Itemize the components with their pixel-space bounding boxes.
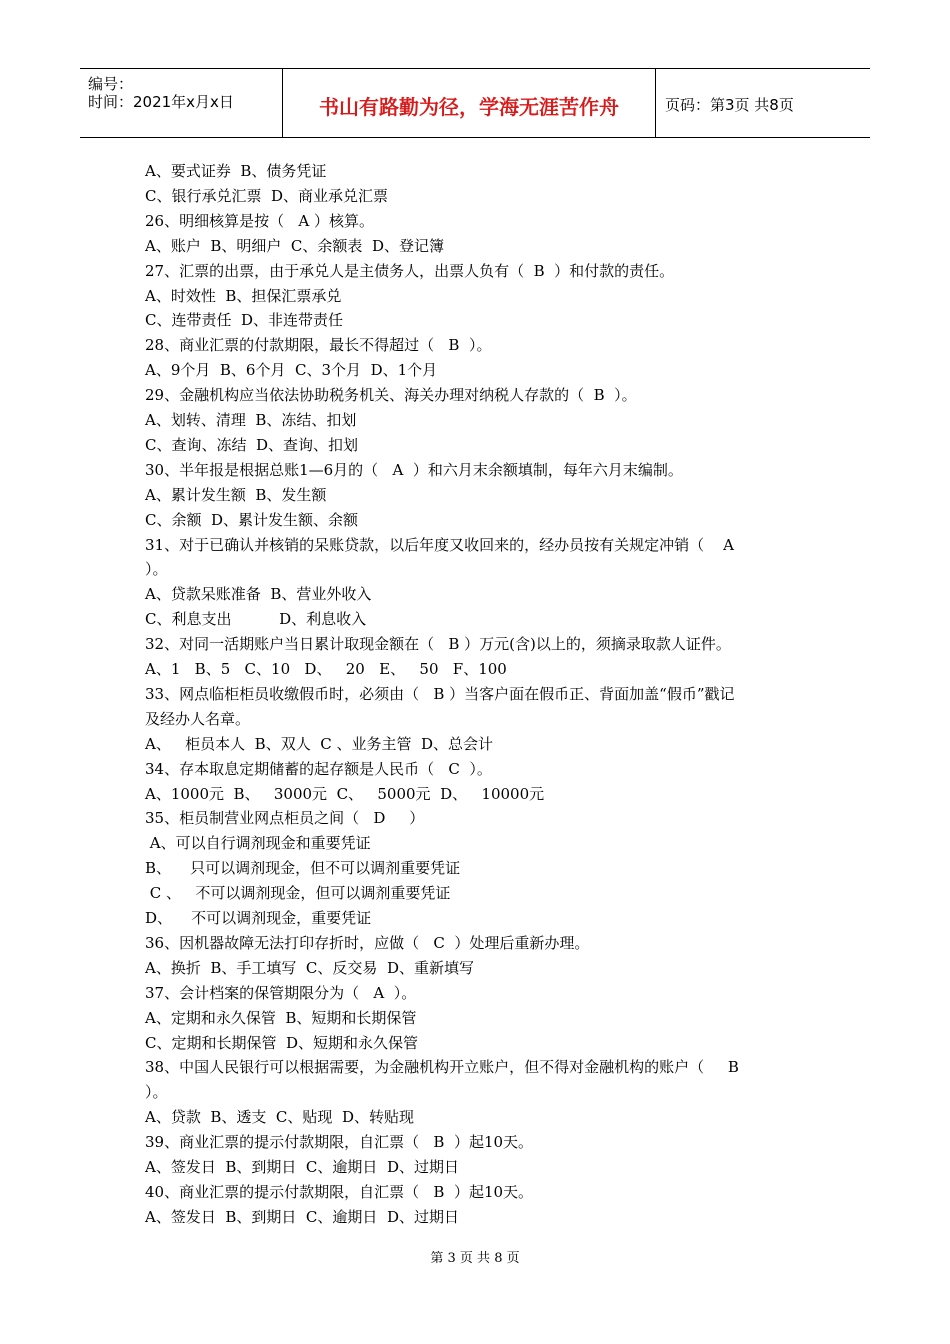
text-line: 40、商业汇票的提示付款期限，自汇票（ B ）起10天。 (145, 1182, 534, 1201)
text-line: 33、网点临柜柜员收缴假币时，必须由（ B ）当客户面在假币正、背面加盖“假币”戳记 (145, 684, 735, 703)
text-line: A、签发日 B、到期日 C、逾期日 D、过期日 (145, 1207, 459, 1226)
text-line: C、利息支出 D、利息收入 (145, 610, 367, 629)
header-left-cell (80, 69, 282, 137)
page-footer: 第 3 页 共 8 页 (430, 1251, 520, 1266)
text-line: C、定期和长期保管 D、短期和永久保管 (145, 1033, 419, 1052)
header-right-cell (655, 69, 870, 137)
page-header (80, 68, 870, 138)
page-number-label: 页码：第3页 共8页 (665, 96, 794, 114)
header-slogan: 书山有路勤为径，学海无涯苦作舟 (319, 95, 619, 119)
text-line: 及经办人名章。 (145, 709, 251, 728)
text-line: ）。 (145, 1083, 168, 1102)
text-line: 27、汇票的出票，由于承兑人是主债务人，出票人负有（ B ）和付款的责任。 (145, 261, 675, 280)
text-line: 26、明细核算是按（ A ）核算。 (145, 211, 374, 230)
text-line: 35、柜员制营业网点柜员之间（ D ） (145, 809, 425, 828)
text-line: A、时效性 B、担保汇票承兑 (145, 286, 342, 305)
text-line: 28、商业汇票的付款期限，最长不得超过（ B ）。 (145, 336, 492, 355)
text-line: B、 只可以调剂现金，但不可以调剂重要凭证 (145, 859, 461, 878)
text-line: A、划转、清理 B、冻结、扣划 (145, 411, 357, 429)
text-line: A、贷款 B、透支 C、贴现 D、转贴现 (145, 1108, 414, 1127)
document-date-label: 时间：2021年x月x日 (88, 93, 234, 111)
text-line: A、换折 B、手工填写 C、反交易 D、重新填写 (145, 958, 474, 977)
text-line: 29、金融机构应当依法协助税务机关、海关办理对纳税人存款的（ B ）。 (145, 386, 637, 405)
text-line: 34、存本取息定期储蓄的起存额是人民币（ C ）。 (145, 759, 492, 778)
text-line: 39、商业汇票的提示付款期限，自汇票（ B ）起10天。 (145, 1133, 534, 1152)
text-line: A、贷款呆账准备 B、营业外收入 (145, 585, 372, 604)
text-line: 38、中国人民银行可以根据需要，为金融机构开立账户，但不得对金融机构的账户（ B (145, 1058, 739, 1077)
text-line: A、9个月 B、6个月 C、3个月 D、1个月 (145, 361, 438, 380)
text-line: A、定期和永久保管 B、短期和长期保管 (145, 1008, 417, 1027)
text-line: C、查询、冻结 D、查询、扣划 (145, 435, 359, 454)
text-line: 30、半年报是根据总账1—6月的（ A ）和六月末余额填制，每年六月末编制。 (145, 460, 683, 479)
text-line: A、累计发生额 B、发生额 (145, 485, 327, 504)
text-line: A、可以自行调剂现金和重要凭证 (145, 834, 371, 853)
header-middle-cell (282, 69, 656, 137)
text-line: 32、对同一活期账户当日累计取现金额在（ B ）万元(含)以上的，须摘录取款人证件。 (145, 635, 731, 654)
text-line: 37、会计档案的保管期限分为（ A ）。 (145, 983, 417, 1002)
text-line: A、1000元 B、 3000元 C、 5000元 D、 10000元 (145, 784, 545, 803)
text-line: A、签发日 B、到期日 C、逾期日 D、过期日 (145, 1158, 459, 1176)
text-line: C、余额 D、累计发生额、余额 (145, 510, 359, 529)
text-line: D、 不可以调剂现金，重要凭证 (145, 909, 372, 927)
text-line: 31、对于已确认并核销的呆账贷款，以后年度又收回来的，经办员按有关规定冲销（ A (145, 535, 734, 554)
text-line: 36、因机器故障无法打印存折时，应做（ C ）处理后重新办理。 (145, 933, 590, 952)
text-line: ）。 (145, 560, 168, 579)
text-line: A、1 B、5 C、10 D、 20 E、 50 F、100 (145, 660, 507, 678)
text-line: C、银行承兑汇票 D、商业承兑汇票 (145, 186, 389, 205)
text-line: A、 柜员本人 B、双人 C 、业务主管 D、总会计 (145, 734, 494, 753)
text-line: C、连带责任 D、非连带责任 (145, 311, 344, 330)
text-line: C 、 不可以调剂现金，但可以调剂重要凭证 (145, 884, 451, 903)
text-line: A、账户 B、明细户 C、余额表 D、登记簿 (145, 236, 444, 255)
text-line: A、要式证券 B、债务凭证 (145, 162, 327, 180)
document-number-label: 编号： (88, 75, 134, 93)
